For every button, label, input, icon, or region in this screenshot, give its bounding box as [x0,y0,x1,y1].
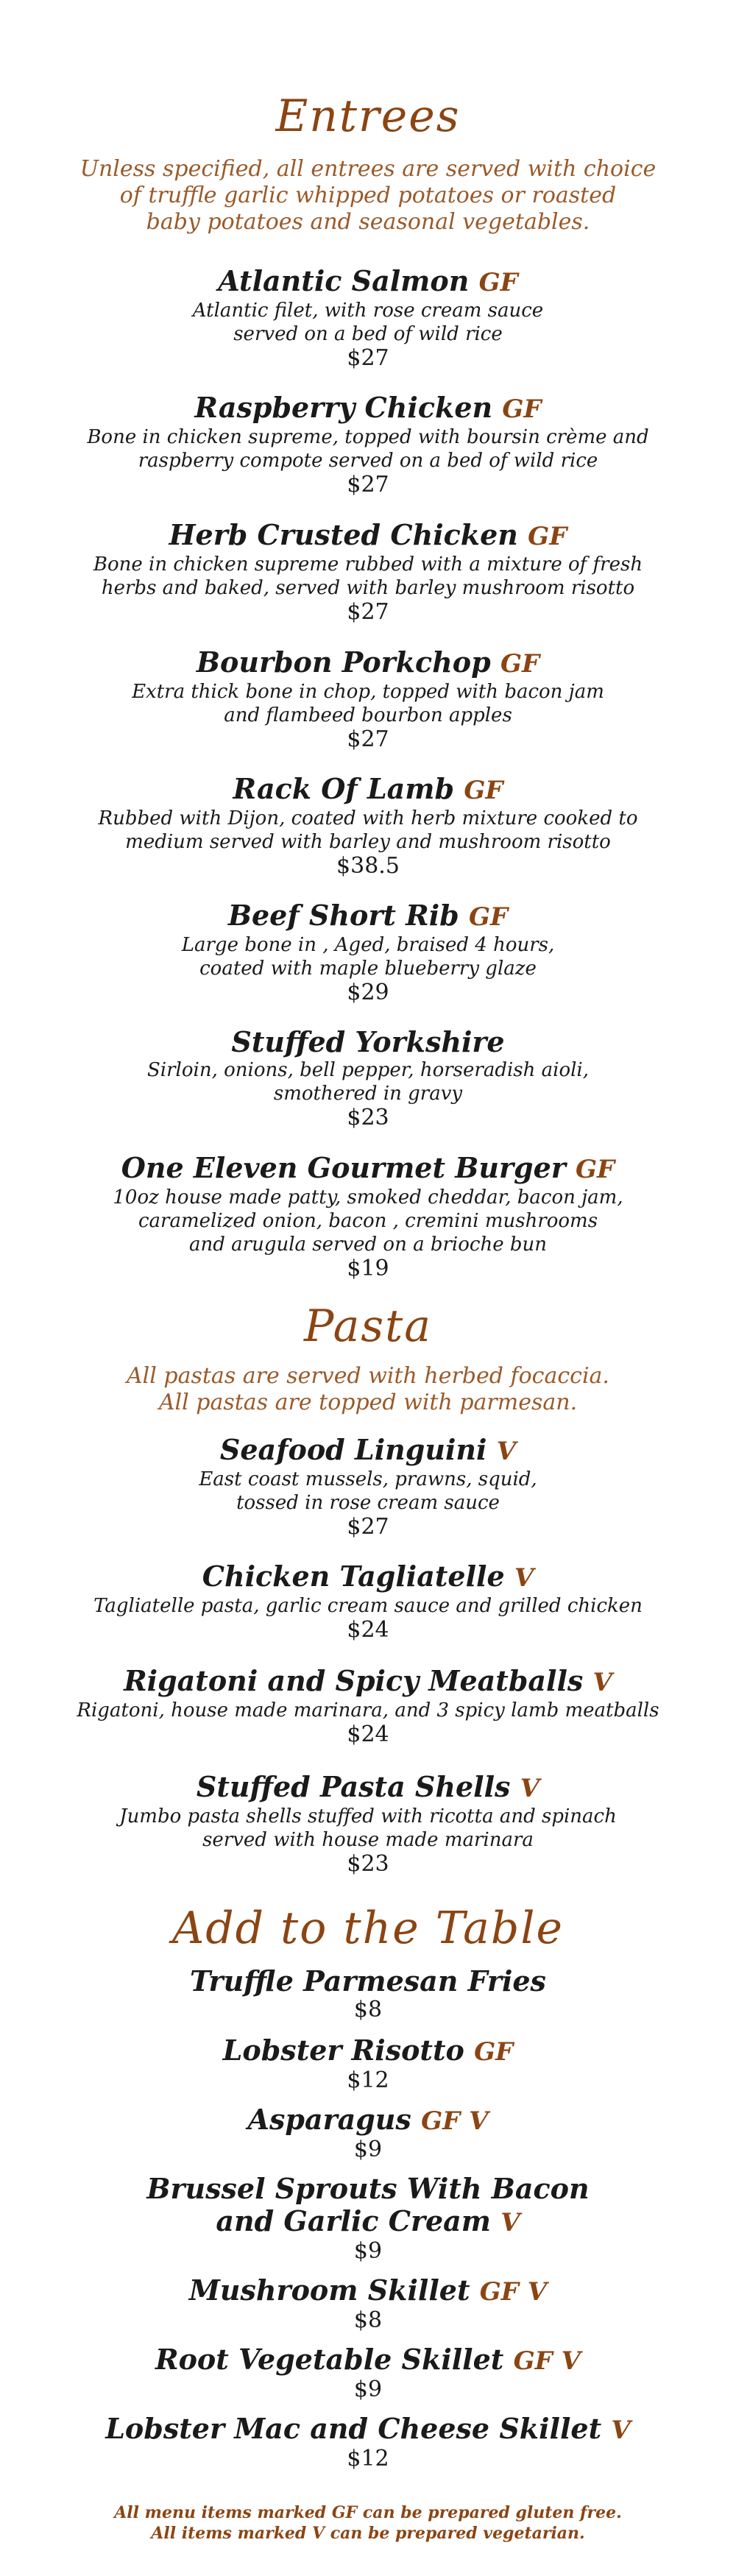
pasta-intro-line: All pastas are served with herbed focaccia. [127,1363,609,1389]
entrees-intro-line: Unless specified, all entrees are served with choice [79,156,657,182]
item-price: $27 [347,345,389,371]
item-description: and arugula served on a brioche bun [188,1234,547,1256]
side-item [0,2343,736,2402]
item-description: coated with maple blueberry glaze [199,958,537,980]
item-name: Lobster Risotto [222,2034,464,2067]
entrees-intro-line: of truffle garlic whipped potatoes or roasted [119,183,617,208]
dietary-tag: GF [474,2037,514,2067]
item-price: $24 [347,1722,389,1747]
item-name: Root Vegetable Skillet [155,2343,504,2376]
side-item [0,1965,736,2023]
item-name: Raspberry Chicken [194,391,493,424]
item-description: caramelized onion, bacon , cremini mushrooms [138,1210,598,1232]
dietary-tag: GF [478,268,518,297]
dietary-tag: GF [464,776,503,805]
item-description: served with house made marinara [202,1829,534,1851]
dietary-tag: GF V [479,2277,548,2307]
dietary-tag: V [592,1668,612,1697]
item-price: $27 [347,599,389,625]
side-item [0,2274,736,2333]
item-name: Lobster Mac and Cheese Skillet [105,2412,602,2445]
side-item [0,2034,736,2093]
item-description: and flambeed bourbon apples [224,704,512,726]
dietary-tag: V [500,2208,520,2237]
menu-item [0,1026,736,1130]
dietary-tag: GF [500,649,540,679]
item-name: Stuffed Yorkshire [231,1025,505,1058]
item-description: East coast mussels, prawns, squid, [199,1468,537,1490]
menu-item [0,1771,736,1877]
item-name: Atlantic Salmon [218,264,470,297]
item-name: Rack Of Lamb [233,772,455,805]
item-description: tossed in rose cream sauce [236,1492,500,1514]
item-description: Rubbed with Dijon, coated with herb mixture cooked to [98,807,638,829]
menu-item [0,899,736,1005]
pasta-title: Pasta [303,1301,433,1352]
item-description: served on a bed of wild rice [233,323,503,345]
item-description: smothered in gravy [273,1083,463,1105]
item-price: $27 [347,726,389,752]
item-description: Tagliatelle pasta, garlic cream sauce and grilled chicken [93,1595,643,1617]
item-name: Beef Short Rib [227,899,459,932]
item-name: Mushroom Skillet [188,2274,470,2307]
item-price: $12 [347,2067,389,2093]
item-price: $27 [347,1514,389,1540]
dietary-tag: GF V [421,2106,489,2136]
menu-item [0,392,736,498]
item-description: raspberry compote served on a bed of wild rice [138,450,598,472]
item-price: $19 [347,1256,389,1281]
dietary-tag: V [496,1437,517,1466]
item-description: medium served with barley and mushroom risotto [125,831,611,853]
item-price: $9 [353,2238,383,2264]
item-name: Truffle Parmesan Fries [190,1964,546,1998]
item-price: $23 [347,1851,389,1877]
footnote-line: All menu items marked GF can be prepared gluten free. [114,2503,622,2522]
item-name: Seafood Linguini [219,1433,487,1466]
item-price: $23 [347,1105,389,1130]
item-name: Asparagus [247,2103,411,2136]
menu-item [0,265,736,371]
item-description: Extra thick bone in chop, topped with bacon jam [132,681,604,703]
dietary-tag: V [520,1774,540,1803]
dietary-tag: GF V [513,2346,581,2376]
item-description: Bone in chicken supreme, topped with boursin crème and [87,426,649,448]
menu-item [0,773,736,879]
dietary-tag: GF [468,902,509,932]
item-name: Brussel Sprouts With Bacon [146,2172,590,2205]
item-name: Bourbon Porkchop [196,645,491,679]
item-name: Stuffed Pasta Shells [196,1770,511,1803]
menu-item [0,1152,736,1281]
menu-item [0,1560,736,1643]
pasta-intro [0,1363,736,1416]
entrees-intro-line: baby potatoes and seasonal vegetables. [146,209,590,235]
item-price: $27 [347,472,389,498]
item-price: $8 [353,2307,383,2333]
menu-item [0,1434,736,1540]
item-description: Large bone in , Aged, braised 4 hours, [181,934,555,956]
menu-item [0,1665,736,1747]
entrees-title: Entrees [275,91,461,142]
menu-item [0,519,736,625]
footnote-line: All items marked V can be prepared vegetarian. [151,2524,585,2543]
side-item [0,2173,736,2264]
dietary-footnote [0,2502,736,2544]
item-description: 10oz house made patty, smoked cheddar, bacon jam, [113,1186,623,1209]
item-price: $38.5 [336,853,400,879]
item-description: herbs and baked, served with barley mushroom risotto [101,577,635,599]
item-price: $29 [347,980,389,1005]
dietary-tag: V [611,2416,631,2445]
side-item [0,2103,736,2162]
entrees-intro [0,156,736,236]
item-name: Herb Crusted Chicken [169,518,518,551]
dietary-tag: GF [528,522,567,551]
item-name: and Garlic Cream [216,2204,492,2237]
item-price: $9 [353,2137,383,2162]
side-item [0,2413,736,2471]
pasta-intro-line: All pastas are topped with parmesan. [158,1390,578,1415]
item-price: $12 [347,2446,389,2471]
item-description: Sirloin, onions, bell pepper, horseradish aioli, [147,1059,589,1081]
item-price: $9 [353,2377,383,2402]
dietary-tag: GF [502,394,542,424]
item-description: Rigatoni, house made marinara, and 3 spicy lamb meatballs [77,1699,659,1722]
item-name: Rigatoni and Spicy Meatballs [124,1664,584,1697]
dietary-tag: GF [576,1155,615,1184]
item-price: $8 [353,1997,383,2023]
dietary-tag: V [514,1563,534,1593]
sides-title: Add to the Table [171,1903,565,1954]
item-description: Bone in chicken supreme rubbed with a mixture of fresh [93,553,643,576]
item-description: Atlantic filet, with rose cream sauce [192,300,544,322]
item-name: One Eleven Gourmet Burger [121,1151,566,1184]
item-price: $24 [347,1617,389,1643]
item-description: Jumbo pasta shells stuffed with ricotta and spinach [119,1805,617,1827]
menu-item [0,646,736,752]
item-name: Chicken Tagliatelle [202,1560,505,1593]
